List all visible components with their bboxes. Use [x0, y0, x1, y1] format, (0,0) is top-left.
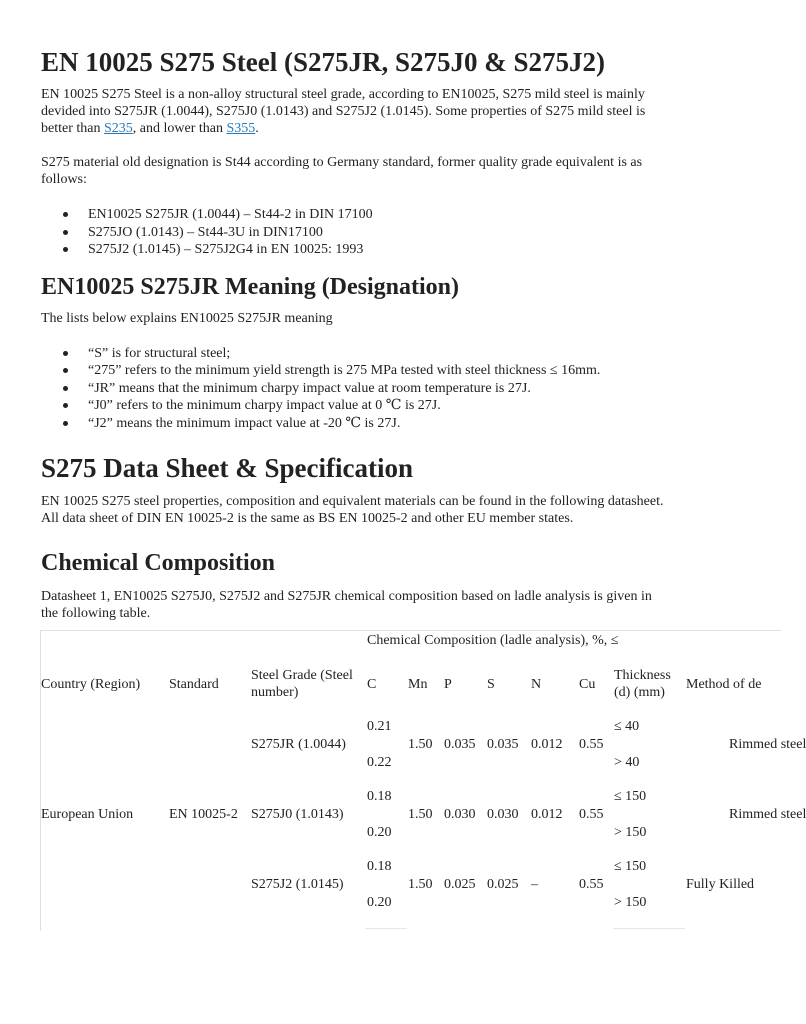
header-n: N: [531, 677, 542, 692]
cell-mn: 1.50: [408, 737, 433, 752]
table-group-header: Chemical Composition (ladle analysis), %, ≤: [367, 633, 619, 648]
chemical-line-2: the following table.: [41, 606, 151, 621]
list-item: S275J2 (1.0145) – S275J2G4 in EN 10025: 1993: [88, 241, 768, 259]
cell-grade: S275J2 (1.0145): [251, 877, 344, 892]
header-thickness: [614, 667, 671, 701]
chemical-composition-table: [40, 630, 806, 931]
cell-n: 0.012: [531, 737, 563, 752]
intro-line-3-prefix: better than: [41, 121, 104, 136]
link-s235[interactable]: S235: [103, 121, 133, 136]
cell-thickness-b: > 150: [614, 895, 647, 910]
header-thickness-line-1: Thickness: [614, 668, 671, 683]
list-item: “J0” refers to the minimum charpy impact value at 0 ℃ is 27J.: [88, 397, 768, 415]
cell-grade: S275J0 (1.0143): [251, 807, 344, 822]
cell-s: 0.025: [487, 877, 519, 892]
cell-mn: 1.50: [408, 807, 433, 822]
list-item: EN10025 S275JR (1.0044) – St44-2 in DIN 17100: [88, 206, 768, 224]
header-thickness-line-2: (d) (mm): [614, 685, 665, 700]
header-c: C: [367, 677, 377, 692]
chemical-line-1: Datasheet 1, EN10025 S275J0, S275J2 and S275JR chemical composition based on ladle analysis is given in: [41, 589, 652, 604]
intro-line-2: devided into S275JR (1.0044), S275J0 (1.0143) and S275J2 (1.0145). Some properties of S275 mild steel is: [41, 104, 646, 119]
header-steel-grade: [251, 667, 353, 701]
old-designation-line-2: follows:: [41, 172, 87, 187]
cell-c-b: 0.22: [367, 755, 392, 770]
table-bottom-border-thickness: [613, 928, 685, 929]
page-title: EN 10025 S275 Steel (S275JR, S275J0 & S275J2): [41, 47, 606, 77]
cell-thickness-a: ≤ 40: [614, 719, 640, 734]
header-country: Country (Region): [41, 677, 141, 692]
list-item: S275JO (1.0143) – St44-3U in DIN17100: [88, 224, 768, 242]
list-item: “275” refers to the minimum yield strength is 275 MPa tested with steel thickness ≤ 16mm.: [88, 362, 768, 380]
list-item: “JR” means that the minimum charpy impact value at room temperature is 27J.: [88, 380, 768, 398]
header-steel-grade-line-2: number): [251, 685, 299, 700]
cell-p: 0.030: [444, 807, 476, 822]
list-item: “J2” means the minimum impact value at -20 ℃ is 27J.: [88, 415, 768, 433]
header-standard: Standard: [169, 677, 219, 692]
cell-thickness-a: ≤ 150: [614, 789, 647, 804]
section-heading-chemical: Chemical Composition: [41, 550, 275, 576]
cell-thickness-b: > 150: [614, 825, 647, 840]
chemical-paragraph: [41, 588, 731, 622]
intro-paragraph: [41, 86, 731, 137]
cell-n: 0.012: [531, 807, 563, 822]
header-method: Method of de: [686, 677, 762, 692]
cell-c-a: 0.18: [367, 859, 392, 874]
datasheet-line-2: All data sheet of DIN EN 10025-2 is the same as BS EN 10025-2 and other EU member states.: [41, 511, 574, 526]
old-designation-line-1: S275 material old designation is St44 according to Germany standard, former quality grade equivalent is as: [41, 155, 643, 170]
cell-country: European Union: [41, 807, 134, 822]
equivalents-list: [41, 206, 768, 259]
cell-thickness-b: > 40: [614, 755, 640, 770]
datasheet-paragraph: [41, 493, 731, 527]
cell-s: 0.035: [487, 737, 519, 752]
cell-grade: S275JR (1.0044): [251, 737, 346, 752]
cell-n: –: [531, 877, 538, 892]
link-s355[interactable]: S355: [226, 121, 256, 136]
cell-p: 0.025: [444, 877, 476, 892]
cell-c-a: 0.18: [367, 789, 392, 804]
cell-c-b: 0.20: [367, 895, 392, 910]
table-bottom-border-c: [365, 928, 407, 929]
cell-standard: EN 10025-2: [169, 807, 238, 822]
cell-c-a: 0.21: [367, 719, 392, 734]
cell-mn: 1.50: [408, 877, 433, 892]
cell-thickness-a: ≤ 150: [614, 859, 647, 874]
cell-cu: 0.55: [579, 737, 604, 752]
cell-cu: 0.55: [579, 807, 604, 822]
intro-line-3-mid: , and lower than: [132, 121, 227, 136]
list-item: “S” is for structural steel;: [88, 345, 768, 363]
intro-line-1: EN 10025 S275 Steel is a non-alloy structural steel grade, according to EN10025, S275 mild steel is mainly: [41, 87, 645, 102]
section-heading-meaning: EN10025 S275JR Meaning (Designation): [41, 273, 460, 300]
intro-line-3-suffix: .: [255, 121, 259, 136]
cell-p: 0.035: [444, 737, 476, 752]
old-designation-paragraph: [41, 154, 731, 188]
datasheet-line-1: EN 10025 S275 steel properties, composition and equivalent materials can be found in the following datasheet.: [41, 494, 664, 509]
cell-s: 0.030: [487, 807, 519, 822]
header-steel-grade-line-1: Steel Grade (Steel: [251, 668, 353, 683]
cell-method: Rimmed steel: [729, 807, 806, 822]
cell-c-b: 0.20: [367, 825, 392, 840]
header-p: P: [444, 677, 452, 692]
section-heading-datasheet: S275 Data Sheet & Specification: [41, 453, 413, 483]
cell-cu: 0.55: [579, 877, 604, 892]
header-mn: Mn: [408, 677, 428, 692]
header-cu: Cu: [579, 677, 596, 692]
cell-method: Fully Killed: [686, 877, 755, 892]
header-s: S: [487, 677, 495, 692]
meaning-intro: The lists below explains EN10025 S275JR meaning: [41, 310, 333, 326]
meaning-list: [41, 345, 768, 433]
cell-method: Rimmed steel: [729, 737, 806, 752]
